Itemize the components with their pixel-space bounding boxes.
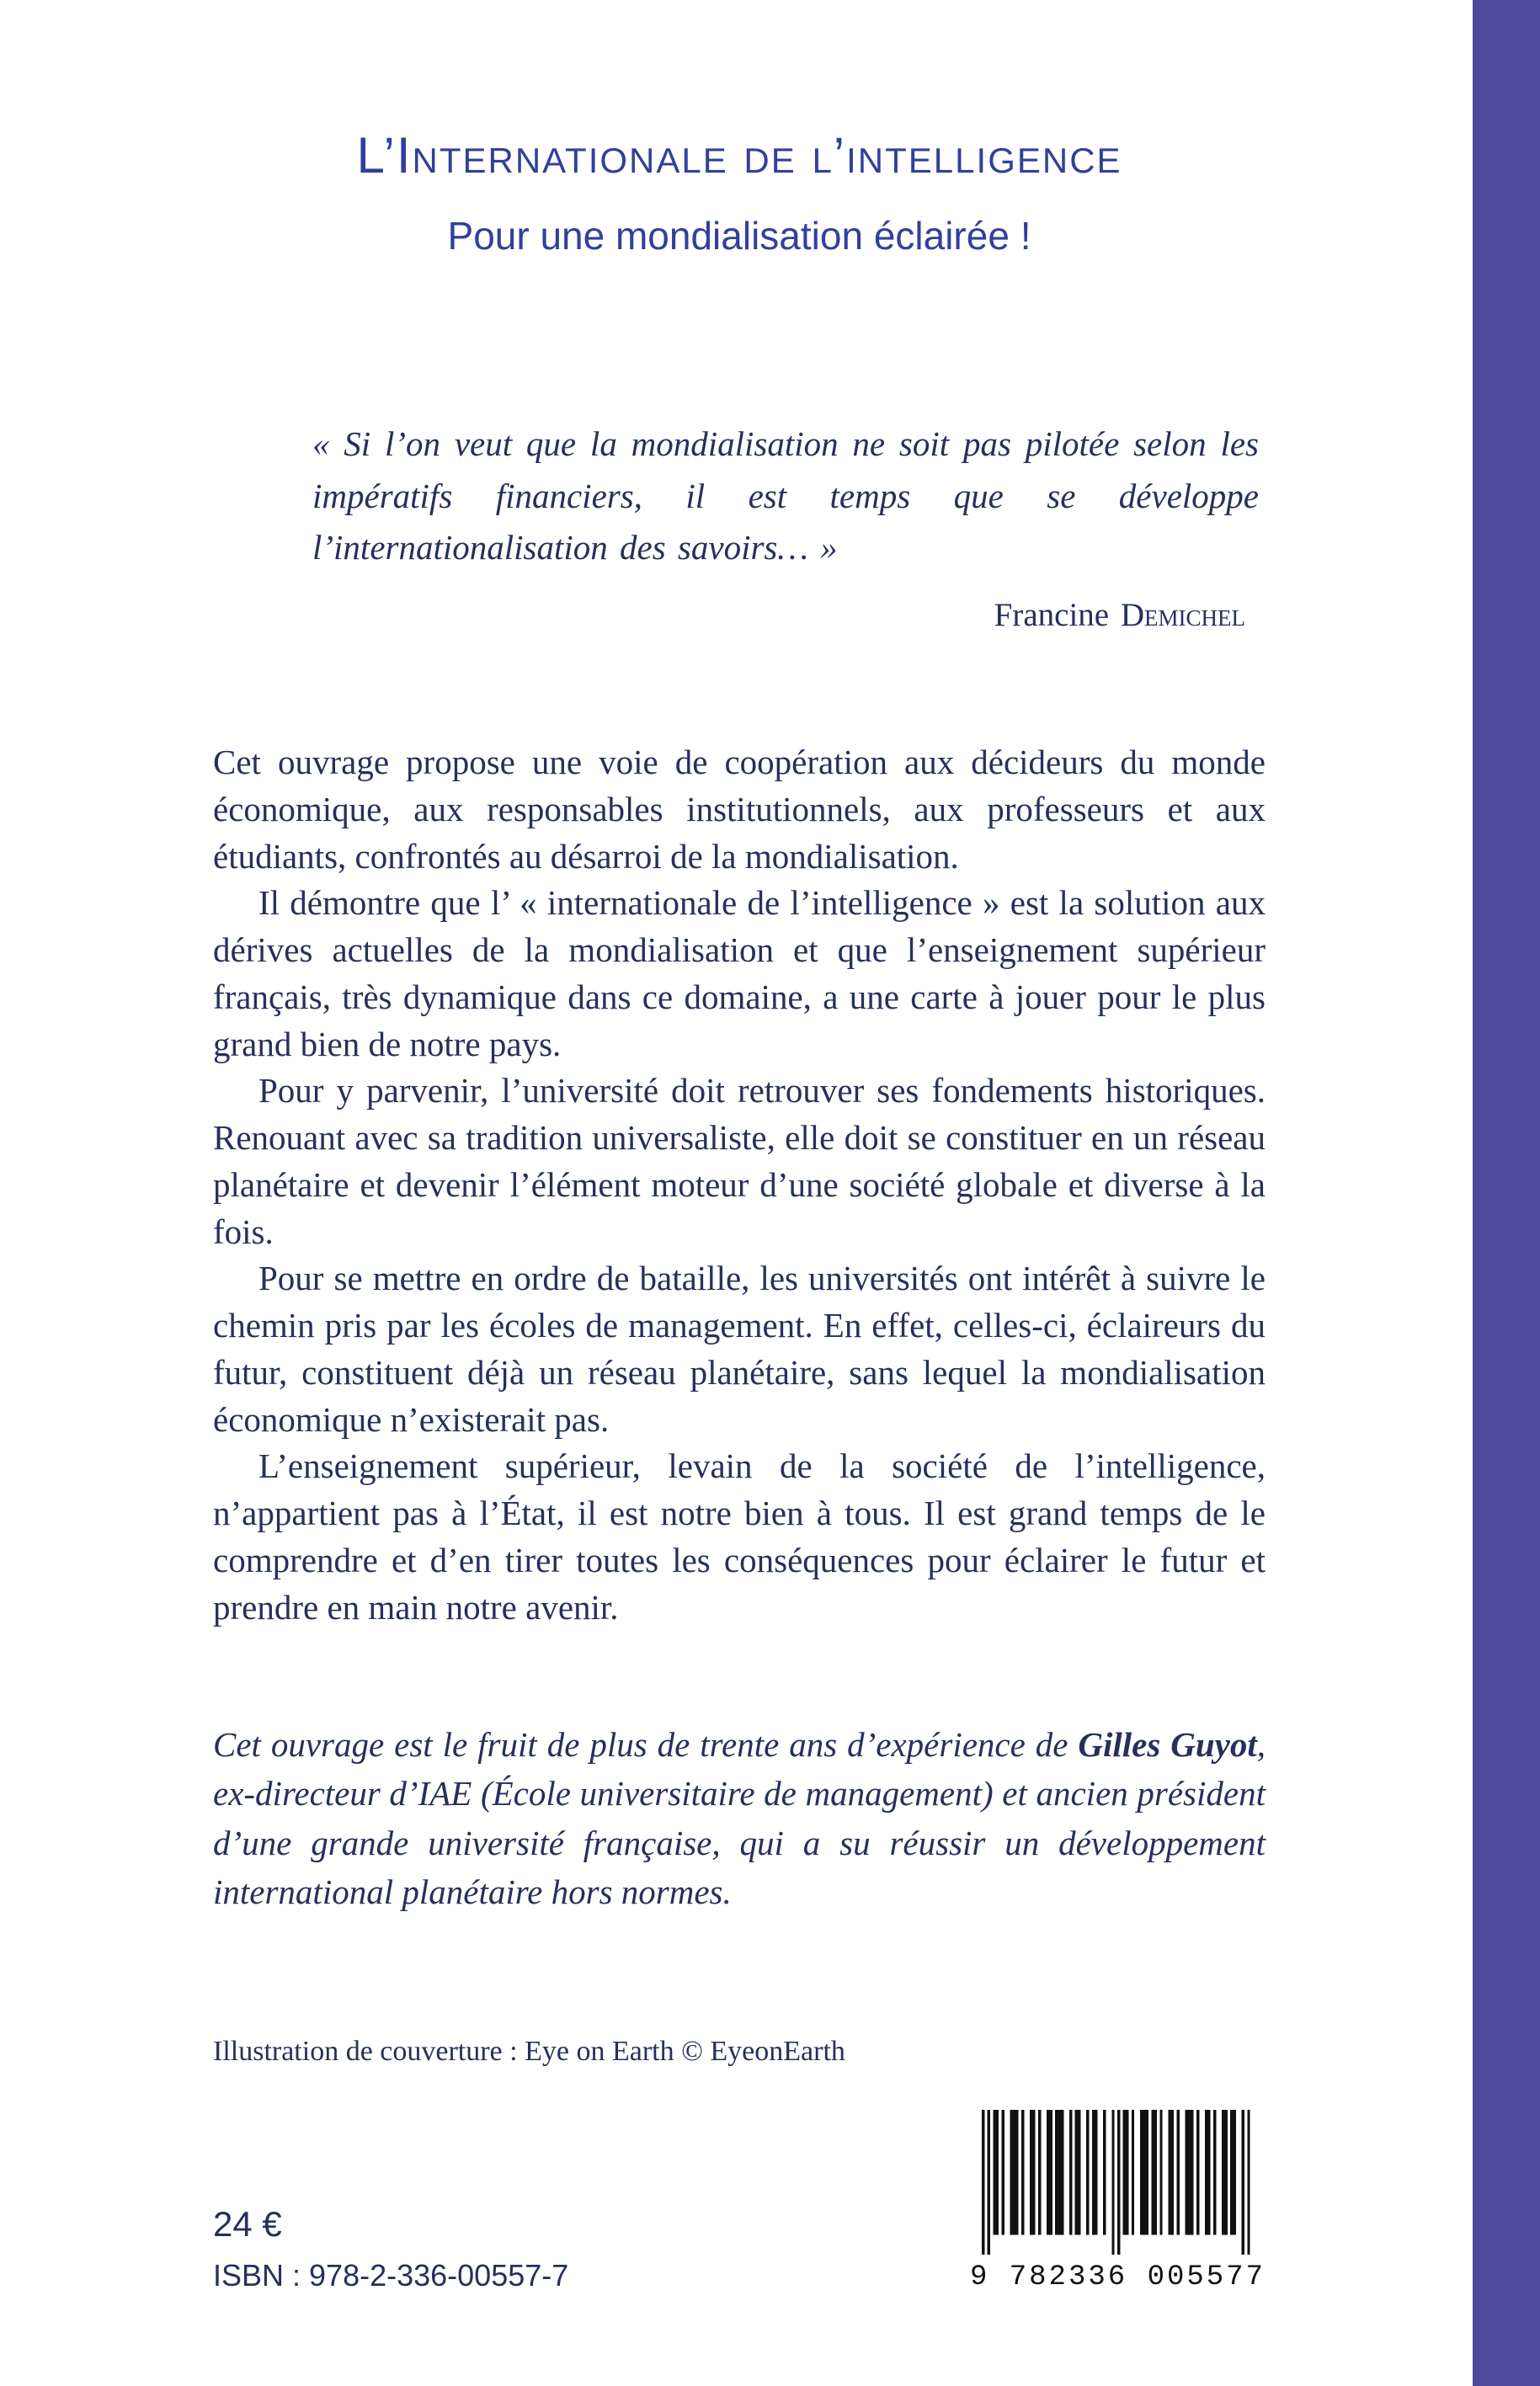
barcode-bars-graphic xyxy=(982,2110,1253,2260)
synopsis-paragraph: Pour y parvenir, l’université doit retrouver ses fondements historiques. Renouant avec sa tradition universaliste, elle doit se constituer en un réseau planétaire et devenir l’élément moteur d’une société globale et diverse à la fois. xyxy=(213,1071,1266,1251)
epigraph-attribution xyxy=(312,591,1259,641)
epigraph-text: « Si l’on veut que la mondialisation ne soit pas pilotée selon les impératifs financiers, il est temps que se développe l’internationalisation des savoirs… » xyxy=(312,424,1259,567)
epigraph-attribution-last: Demichel xyxy=(1120,596,1245,633)
author-bio xyxy=(213,1720,1266,1916)
epigraph-attribution-first: Francine xyxy=(994,596,1121,633)
author-name: Gilles Guyot xyxy=(1078,1725,1257,1765)
author-bio-part2: , ex-directeur d’IAE (École universitaire de management) et ancien président d’une grande université française, qui a su réussir un développement international planétaire hors normes. xyxy=(213,1725,1266,1911)
synopsis-paragraph: L’enseignement supérieur, levain de la société de l’intelligence, n’appartient pas à l’État, il est notre bien à tous. Il est grand temps de le comprendre et d’en tirer toutes les conséquences pour éclairer le futur et prendre en main notre avenir. xyxy=(213,1446,1266,1627)
book-subtitle: Pour une mondialisation éclairée ! xyxy=(447,214,1031,258)
author-bio-text xyxy=(213,1720,1266,1916)
synopsis-paragraph: Il démontre que l’ « internationale de l’intelligence » est la solution aux dérives actuelles de la mondialisation et que l’enseignement supérieur français, très dynamique dans ce domaine, a une carte à jouer pour le plus grand bien de notre pays. xyxy=(213,883,1266,1063)
synopsis xyxy=(213,739,1266,1631)
price-isbn-block xyxy=(213,2204,568,2293)
footer xyxy=(213,2110,1266,2293)
book-title: L’Internationale de l’intelligence xyxy=(356,127,1122,184)
cover-illustration-credit: Illustration de couverture : Eye on Earth © EyeonEarth xyxy=(213,2036,845,2068)
author-bio-part1: Cet ouvrage est le fruit de plus de trente ans d’expérience de xyxy=(213,1725,1079,1765)
barcode xyxy=(970,2110,1266,2293)
isbn-label: ISBN : 978-2-336-00557-7 xyxy=(213,2258,569,2293)
epigraph xyxy=(312,418,1259,640)
price-label: 24 € xyxy=(213,2204,282,2244)
synopsis-paragraph: Pour se mettre en ordre de bataille, les universités ont intérêt à suivre le chemin pris par les écoles de management. En effet, celles-ci, éclaireurs du futur, constituent déjà un réseau planétaire, sans lequel la mondialisation économique n’existerait pas. xyxy=(213,1259,1266,1439)
synopsis-paragraph: Cet ouvrage propose une voie de coopération aux décideurs du monde économique, aux responsables institutionnels, aux professeurs et aux étudiants, confrontés au désarroi de la mondialisation. xyxy=(213,743,1266,876)
barcode-digits: 9 782336 005577 xyxy=(969,2261,1266,2293)
